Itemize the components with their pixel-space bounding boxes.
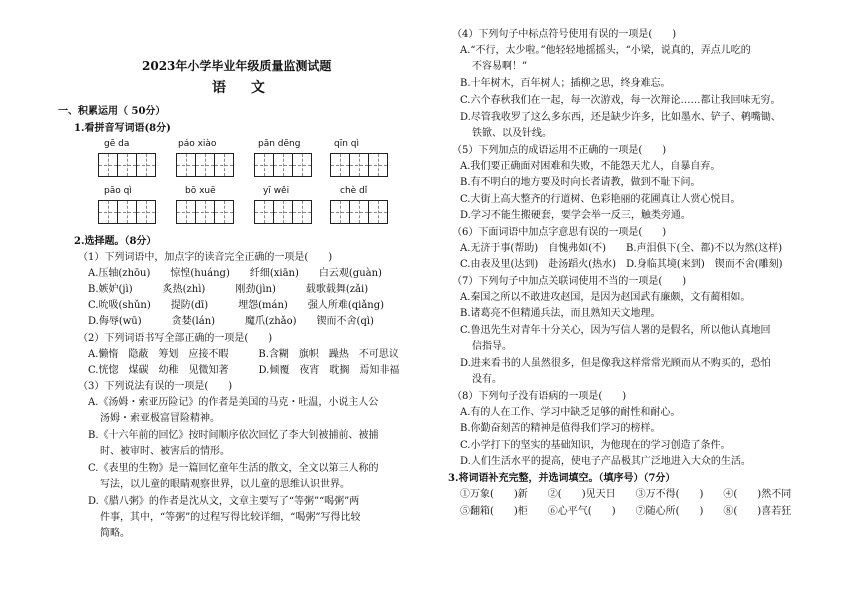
option-line: D.侮辱(wū) 贪婪(lán) 魔爪(zhǎo) 锲而不舍(qì) xyxy=(88,316,374,327)
option-line: 时、被审时、被害后的情形。 xyxy=(100,446,230,457)
option-line: 信指导。 xyxy=(472,341,512,352)
question-stem: （3）下列说法有误的一项是( ) xyxy=(78,381,233,392)
question-stem: （1）下列词语中，加点字的读音完全正确的一项是( ) xyxy=(78,252,333,263)
option-line: A.秦国之所以不敢进攻赵国，是因为赵国武有廉颇，文有蔺相如。 xyxy=(460,292,751,303)
option-line: 简略。 xyxy=(100,528,130,539)
option-line: 没有。 xyxy=(472,374,502,385)
pinyin-label: páo xiào xyxy=(178,139,217,149)
option-line: C.鲁迅先生对青年十分关心，因为写信人署的是假名，所以他认真地回 xyxy=(460,325,771,336)
question-stem: （7）下列句子中加点关联词使用不当的一项是( ) xyxy=(452,276,687,287)
question-stem: （5）下列加点的成语运用不正确的一项是( ) xyxy=(452,145,667,156)
option-line: A.懒惰 隐蔽 筹划 应接不暇 B.含糊 旗帜 躁热 不可思议 xyxy=(88,349,399,360)
writing-grid[interactable] xyxy=(254,200,311,224)
exam-title: 2023年小学毕业年级质量监测试题 xyxy=(142,59,332,73)
option-line: C.《表里的生物》是一篇回忆童年生活的散文，全文以第三人称的 xyxy=(88,463,379,474)
option-line: 写法，以儿童的眼睛观察世界，以儿童的思维认识世界。 xyxy=(100,479,350,490)
option-line: A.我们要正确面对困难和失败，不能怨天尤人，自暴自弃。 xyxy=(460,161,721,172)
question-stem: （6）下面词语中加点字意思有误的一项是( ) xyxy=(452,227,667,238)
option-line: C.恍惚 煤碳 幼稚 见微知著 D.倾覆 夜宵 耽搁 焉知非福 xyxy=(88,365,400,376)
option-line: A.“不行，太少啦。”他轻轻地摇摇头，“小梁，说真的，弄点儿吃的 xyxy=(460,45,751,56)
pinyin-label: pān dēng xyxy=(258,139,301,149)
option-line: C.小学打下的坚实的基础知识，为他现在的学习创造了条件。 xyxy=(460,440,731,451)
option-line: B.十年树木，百年树人；插柳之思，终身难忘。 xyxy=(460,78,671,89)
question-stem: （8）下列句子没有语病的一项是( ) xyxy=(452,391,627,402)
option-line: C.六个春秋我们在一起，每一次游戏，每一次辩论……都让我回味无穷。 xyxy=(460,95,781,106)
option-line: D.学习不能生搬硬套，要学会举一反三，触类旁通。 xyxy=(460,210,691,221)
writing-grid[interactable] xyxy=(330,153,387,177)
pinyin-label: yī wěi xyxy=(263,186,290,196)
question-stem: （2）下列词语书写全部正确的一项是( ) xyxy=(78,333,273,344)
writing-grid[interactable] xyxy=(98,153,155,177)
option-line: B.你勤奋刻苦的精神是值得我们学习的榜样。 xyxy=(460,423,661,434)
option-line: A.无济于事(帮助) 自愧弗如(不) B.声泪俱下(全、都)不以为然(这样) xyxy=(460,243,783,254)
pinyin-label: bō xuē xyxy=(185,186,216,196)
writing-grid[interactable] xyxy=(330,200,387,224)
section-heading: 一、积累运用（ 50分） xyxy=(58,106,166,117)
question-heading: 2.选择题。（8分） xyxy=(74,236,157,247)
option-line: A.压轴(zhōu) 惊惶(huáng) 纤细(xiān) 白云观(guàn) xyxy=(88,268,382,279)
pinyin-label: gē da xyxy=(104,139,130,149)
option-line: D.进来看书的人虽然很多，但是像我这样常常光顾而从不购买的，恐怕 xyxy=(460,358,771,369)
pinyin-label: qīn qì xyxy=(334,139,359,149)
pinyin-label: pāo qì xyxy=(104,186,132,196)
writing-grid[interactable] xyxy=(176,153,233,177)
option-line: A.《汤姆・索亚历险记》的作者是美国的马克・吐温，小说主人公 xyxy=(88,397,379,408)
option-line: 汤姆・索亚极富冒险精神。 xyxy=(100,413,220,424)
fill-in-row: ⑤翻箱( )柜 ⑥心平气( ) ⑦随心所( ) ⑧( )喜若狂 xyxy=(460,506,792,517)
option-line: D.尽管我收罗了这么多东西，还是缺少许多，比如墨水、铲子、鹌嘴锄、 xyxy=(460,112,781,123)
writing-grid[interactable] xyxy=(176,200,233,224)
question-heading: 3.将词语补充完整，并选词填空。（填序号）（7分） xyxy=(448,473,676,484)
option-line: B.诸葛亮不但精通兵法，而且熟知天文地理。 xyxy=(460,308,661,319)
option-line: D.人们生活水平的提高，使电子产品极其广泛地进入大众的生活。 xyxy=(460,456,751,467)
option-line: C.大街上高大整齐的行道树、色彩艳丽的花圃真让人赏心悦目。 xyxy=(460,194,741,205)
pinyin-label: chè dǐ xyxy=(340,186,368,196)
option-line: 件事，其中，“等粥”的过程写得比较详细，“喝粥”写得比较 xyxy=(100,512,361,523)
option-line: 铁锨、以及针线。 xyxy=(472,128,552,139)
option-line: B.有不明白的地方要及时向长者请教，做到不耻下问。 xyxy=(460,177,701,188)
option-line: D.《腊八粥》的作者是沈从文，文章主要写了“等粥”“喝粥”两 xyxy=(88,496,360,507)
option-line: B.《十六年前的回忆》按时间顺序依次回忆了李大钊被捕前、被捕 xyxy=(88,430,379,441)
option-line: B.嫉妒(jì) 炙热(zhì) 刚劲(jìn) 载歌载舞(zǎi) xyxy=(88,284,369,295)
question-stem: （4）下列句子中标点符号使用有误的一项是( ) xyxy=(452,29,677,40)
option-line: 不容易啊！” xyxy=(472,61,528,72)
writing-grid[interactable] xyxy=(254,153,311,177)
question-heading: 1.看拼音写词语(8分) xyxy=(74,123,171,134)
option-line: C.吮吸(shǔn) 提防(dī) 埋怨(mán) 强人所难(qiǎng) xyxy=(88,300,385,311)
writing-grid[interactable] xyxy=(98,200,155,224)
fill-in-row: ①万象( )新 ②( )见天日 ③万不得( ) ④( )然不同 xyxy=(460,489,792,500)
option-line: C.由表及里(达到) 赴汤蹈火(热水) D.身临其境(来到) 锲而不舍(雕刻) xyxy=(460,259,783,270)
option-line: A.有的人在工作、学习中缺乏足够的耐性和耐心。 xyxy=(460,407,681,418)
subject-title: 语 文 xyxy=(212,80,275,96)
